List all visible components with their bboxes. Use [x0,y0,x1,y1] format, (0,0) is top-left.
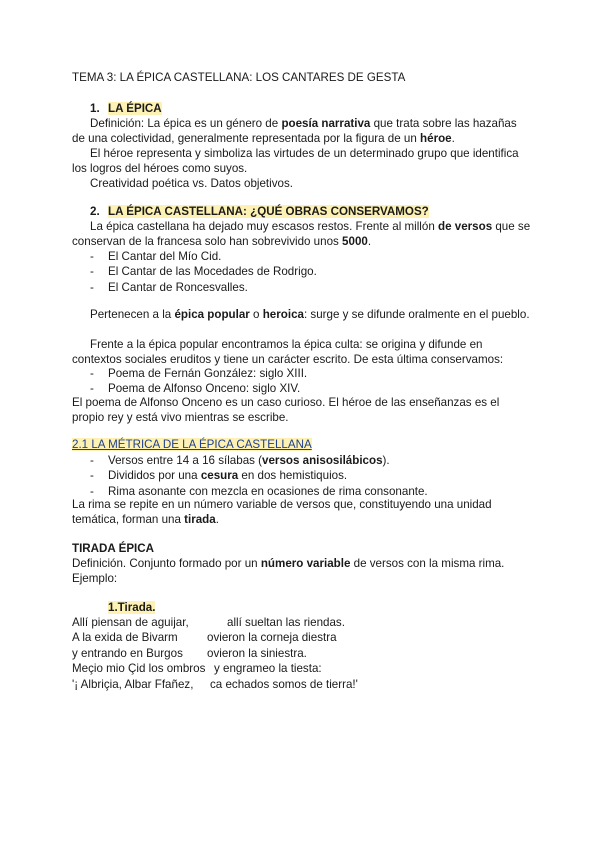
ejemplo-label: Ejemplo: [72,572,118,585]
verse-first-hemistich: Allí piensan de aguijar, [72,616,189,629]
verse-row [72,646,532,661]
tirada-heading: TIRADA ÉPICA [72,542,155,555]
verse-first-hemistich: Meçio mio Çid los ombros [72,662,206,676]
section-1-heading [72,101,532,116]
tirada-subheading: 1.Tirada. [108,601,156,614]
epica-definition: Definición: La épica es un género de poesía narrativa que trata sobre las hazañas de una colectividad, generalmente representada por la figura de un héroe. [72,117,517,146]
cantares-list [72,249,532,295]
section-1-number: 1. [90,102,100,115]
verse-second-hemistich: y engrameo la tiesta: [214,662,322,676]
section-2-1-title[interactable]: 2.1 LA MÉTRICA DE LA ÉPICA CASTELLANA [72,438,312,451]
list-item: - Rima asonante con mezcla en ocasiones de rima consonante. [72,484,532,499]
document-title: TEMA 3: LA ÉPICA CASTELLANA: LOS CANTARES DE GESTA [72,71,406,84]
poem-verses [72,615,532,692]
culta-list [72,366,532,397]
section-2-number: 2. [90,205,100,218]
section-1-title: LA ÉPICA [108,102,162,115]
popular-paragraph: Pertenecen a la épica popular o heroica: surge y se difunde oralmente en el pueblo. [90,308,530,321]
rima-paragraph: La rima se repite en un número variable de versos que, constituyendo una unidad temática, forman una tirada. [72,498,492,527]
verse-row [72,661,532,676]
list-item: - Poema de Fernán González: siglo XIII. [72,366,532,381]
list-item: - El Cantar del Mío Cid. [72,249,532,264]
verse-row [72,630,532,645]
verse-row [72,615,532,630]
list-item: - El Cantar de Roncesvalles. [72,280,532,295]
section-2-1-heading[interactable] [72,437,532,452]
verse-first-hemistich: y entrando en Burgos [72,646,183,660]
verse-second-hemistich: ca echados somos de tierra!' [210,677,358,691]
verse-second-hemistich: ovieron la siniestra. [207,646,307,660]
metrica-list [72,453,532,499]
tirada-definition: Definición. Conjunto formado por un número variable de versos con la misma rima. [72,557,505,570]
list-item: - Versos entre 14 a 16 sílabas (versos anisosilábicos). [72,453,532,468]
list-item: - El Cantar de las Mocedades de Rodrigo. [72,264,532,279]
verse-second-hemistich: ovieron la corneja diestra [207,631,337,645]
section-2-title: LA ÉPICA CASTELLANA: ¿QUÉ OBRAS CONSERVAMOS? [108,205,429,218]
list-item: - Poema de Alfonso Onceno: siglo XIV. [72,381,532,396]
hero-paragraph: El héroe representa y simboliza las virtudes de un determinado grupo que identifica los logros del héroes como suyos. [72,147,519,176]
culta-paragraph: Frente a la épica popular encontramos la épica culta: se origina y difunde en contextos sociales eruditos y tiene un carácter escrito. De esta última conservamos: [72,338,504,367]
castellana-paragraph: La épica castellana ha dejado muy escasos restos. Frente al millón de versos que se conservan de la francesa solo han sobrevivido unos 5000. [72,220,531,249]
creativity-line: Creatividad poética vs. Datos objetivos. [90,177,293,190]
verse-first-hemistich: A la exida de Bivarm [72,631,178,645]
section-2-heading [72,204,532,219]
verse-second-hemistich: allí sueltan las riendas. [227,616,345,629]
verse-row [72,677,532,692]
verse-first-hemistich: '¡ Albriçia, Albar Ffañez, [72,677,194,691]
list-item: - Divididos por una cesura en dos hemistiquios. [72,468,532,483]
alfonso-paragraph: El poema de Alfonso Onceno es un caso curioso. El héroe de las enseñanzas es el propio rey y está vivo mientras se escribe. [72,396,500,425]
